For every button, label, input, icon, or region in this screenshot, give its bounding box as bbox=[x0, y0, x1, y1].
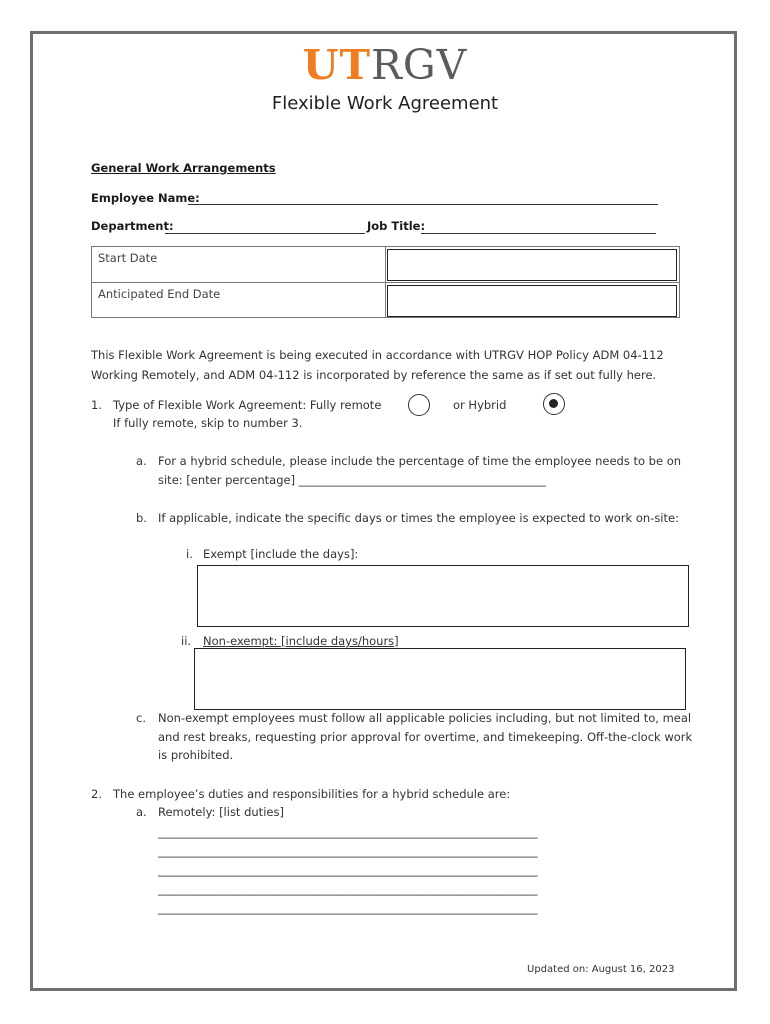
radio-selected-dot bbox=[549, 399, 558, 408]
item-1-note: If fully remote, skip to number 3. bbox=[113, 416, 303, 430]
section-heading: General Work Arrangements bbox=[91, 161, 276, 175]
item-2a-text: Remotely: [list duties] bbox=[158, 805, 284, 819]
job-title-field[interactable] bbox=[421, 233, 656, 234]
item-1c-line-2: and rest breaks, requesting prior approval for overtime, and timekeeping. Off-the-clock work bbox=[158, 730, 693, 744]
item-2a-marker: a. bbox=[136, 805, 147, 819]
item-1bi-text: Exempt [include the days]: bbox=[203, 547, 359, 561]
employee-name-label: Employee Name: bbox=[91, 191, 200, 205]
item-1-number: 1. bbox=[91, 398, 102, 412]
intro-line-2: Working Remotely, and ADM 04-112 is incorporated by reference the same as if set out fully here. bbox=[91, 368, 657, 382]
item-2-text: The employee’s duties and responsibilities for a hybrid schedule are: bbox=[113, 787, 511, 801]
exempt-days-input[interactable] bbox=[197, 565, 689, 627]
department-label: Department: bbox=[91, 219, 174, 233]
logo-ut: UT bbox=[302, 41, 372, 89]
start-date-input[interactable] bbox=[387, 249, 677, 281]
employee-name-field[interactable] bbox=[188, 204, 658, 205]
item-1c-marker: c. bbox=[136, 711, 146, 725]
department-field[interactable] bbox=[165, 233, 365, 234]
start-date-label: Start Date bbox=[98, 251, 158, 265]
duty-line[interactable]: __________________________________________________________________ bbox=[158, 901, 538, 915]
page-title: Flexible Work Agreement bbox=[271, 93, 499, 114]
item-1c-line-3: is prohibited. bbox=[158, 748, 234, 762]
item-1-text: Type of Flexible Work Agreement: Fully remote bbox=[113, 398, 382, 412]
item-1a-line-1: For a hybrid schedule, please include the percentage of time the employee needs to be on bbox=[158, 454, 682, 468]
item-1bii-text: Non-exempt: [include days/hours] bbox=[203, 634, 399, 648]
intro-line-1: This Flexible Work Agreement is being executed in accordance with UTRGV HOP Policy ADM 04-112 bbox=[91, 348, 664, 362]
duty-line[interactable]: __________________________________________________________________ bbox=[158, 882, 538, 896]
logo-rgv: RGV bbox=[371, 41, 468, 89]
item-2-number: 2. bbox=[91, 787, 102, 801]
item-1bii-marker: ii. bbox=[181, 634, 192, 648]
item-1c-line-1: Non-exempt employees must follow all applicable policies including, but not limited to, meal bbox=[158, 711, 692, 725]
item-1b-marker: b. bbox=[136, 511, 147, 525]
dates-table bbox=[91, 246, 680, 318]
hybrid-radio[interactable] bbox=[543, 393, 565, 415]
or-hybrid-label: or Hybrid bbox=[453, 398, 507, 412]
end-date-label: Anticipated End Date bbox=[98, 287, 221, 301]
duty-line[interactable]: __________________________________________________________________ bbox=[158, 863, 538, 877]
end-date-input[interactable] bbox=[387, 285, 677, 317]
job-title-label: Job Title: bbox=[367, 219, 426, 233]
percentage-field[interactable]: site: [enter percentage] ___________________________________________ bbox=[158, 473, 546, 487]
duty-line[interactable]: __________________________________________________________________ bbox=[158, 844, 538, 858]
item-1bi-marker: i. bbox=[186, 547, 193, 561]
updated-date: Updated on: August 16, 2023 bbox=[527, 964, 675, 975]
item-1b-text: If applicable, indicate the specific days or times the employee is expected to work on-site: bbox=[158, 511, 679, 525]
table-row-divider bbox=[92, 282, 679, 283]
item-1a-marker: a. bbox=[136, 454, 147, 468]
duty-line[interactable]: __________________________________________________________________ bbox=[158, 825, 538, 839]
utrgv-logo bbox=[0, 40, 770, 90]
non-exempt-hours-input[interactable] bbox=[194, 648, 686, 710]
fully-remote-radio[interactable] bbox=[408, 394, 430, 416]
